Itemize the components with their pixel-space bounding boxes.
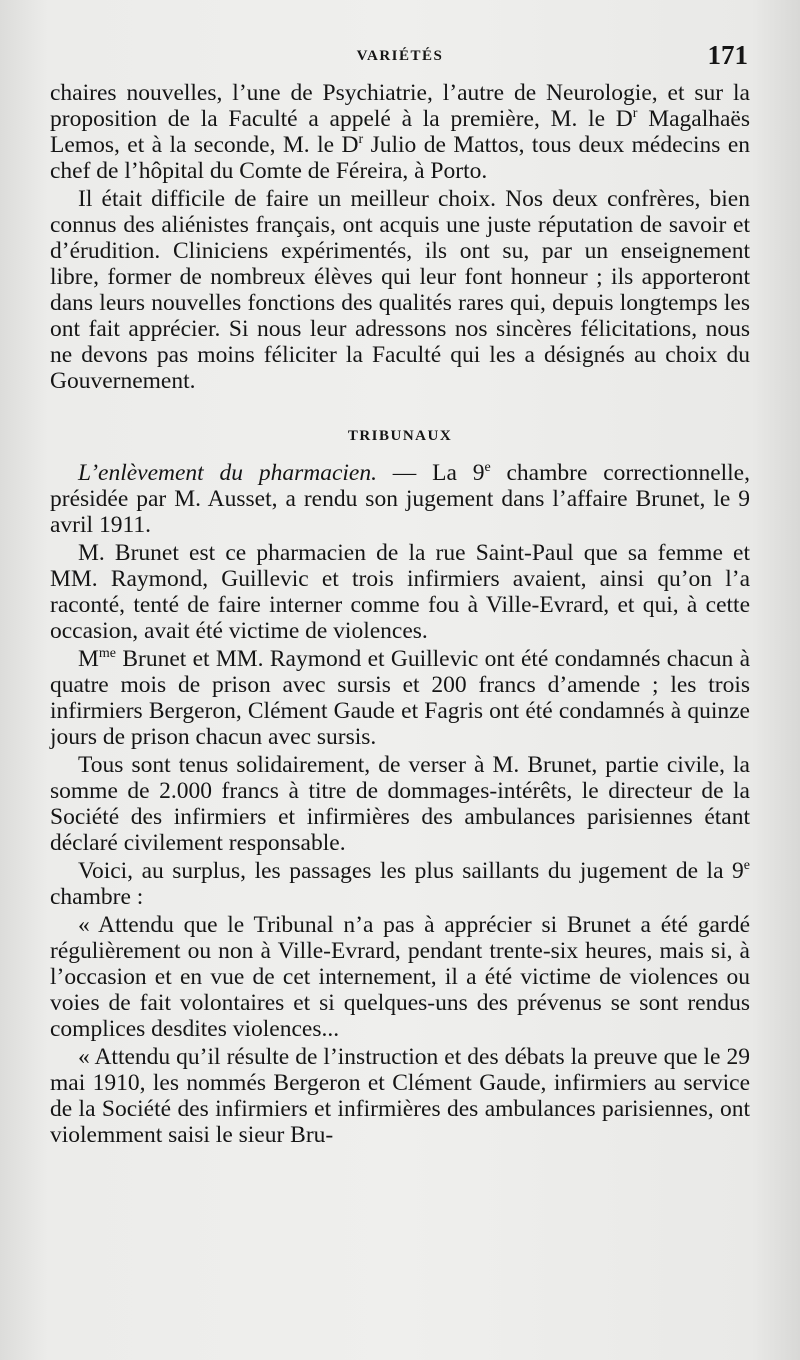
section-heading-tribunaux: TRIBUNAUX — [347, 428, 453, 444]
article-title: L’enlèvement du pharmacien. — [78, 460, 377, 486]
paragraph-text: chaires nouvelles, l’une de Psychiatrie, l’autre de Neurologie, et sur la proposition de la Faculté a appelé à la première, M. le D — [50, 80, 750, 132]
paragraph-enlevement — [50, 460, 750, 538]
superscript: me — [98, 646, 117, 662]
superscript: e — [484, 460, 491, 476]
paragraph-solidairement: Tous sont tenus solidairement, de verser à M. Brunet, partie civile, la somme de 2.000 francs à titre de dommages-intérêts, le directeur de la Société des infirmiers et infirmières des ambulances parisiennes étant déclaré civilement responsable. — [50, 752, 750, 856]
paragraph-chaires — [50, 80, 750, 184]
paragraph-text: Magalhaës Lemos, et à la seconde, M. le D — [50, 106, 750, 158]
paragraph-text: Brunet et MM. Raymond et Guillevic ont été condamnés chacun à quatre mois de prison avec sursis et 200 francs d’amende ; les trois infirmiers Bergeron, Clément Gaude et Fagris ont été condamnés à quinze jours de prison chacun avec sursis. — [50, 646, 750, 750]
body-text — [50, 80, 750, 1148]
superscript: r — [632, 106, 638, 122]
paragraph-attendu-tribunal: « Attendu que le Tribunal n’a pas à apprécier si Brunet a été gardé régulièrement ou non à Ville-Evrard, pendant trente-six heures, mais si, à l’occasion et en vue de cet internement, il a été victime de violences ou voies de fait volontaires et si quelques-uns des prévenus se sont rendus complices desdites violences... — [50, 912, 750, 1042]
superscript: r — [358, 132, 364, 148]
running-title: VARIÉTÉS — [356, 48, 444, 64]
paragraph-text: Voici, au surplus, les passages les plus saillants du jugement de la 9 — [78, 858, 744, 884]
running-head — [0, 40, 800, 80]
paragraph-text: Julio de Mattos, tous deux médecins en chef de l’hôpital du Comte de Féreira, à Porto. — [50, 132, 750, 184]
paragraph-passages — [50, 858, 750, 910]
paragraph-text: chambre correctionnelle, présidée par M. Ausset, a rendu son jugement dans l’affaire Brunet, le 9 avril 1911. — [50, 460, 750, 538]
superscript: e — [743, 858, 750, 874]
paragraph-attendu-instruction: « Attendu qu’il résulte de l’instruction et des débats la preuve que le 29 mai 1910, les nommés Bergeron et Clément Gaude, infirmiers au service de la Société des infirmiers et infirmières des ambulances parisiennes, ont violemment saisi le sieur Bru- — [50, 1044, 750, 1148]
paragraph-condamnes — [50, 646, 750, 750]
paragraph-text: M — [78, 646, 99, 672]
paragraph-text: chambre : — [50, 884, 144, 910]
page-number: 171 — [707, 40, 748, 70]
paragraph-text: — La 9 — [376, 460, 485, 486]
paragraph-choix: Il était difficile de faire un meilleur choix. Nos deux confrères, bien connus des aliénistes français, ont acquis une juste réputation de savoir et d’érudition. Cliniciens expérimentés, ils ont su, par un enseignement libre, former de nombreux élèves qui leur font honneur ; ils apporteront dans leurs nouvelles fonctions des qualités rares qui, depuis longtemps les ont fait apprécier. Si nous leur adressons nos sincères félicitations, nous ne devons pas moins féliciter la Faculté qui les a désignés au choix du Gouvernement. — [50, 186, 750, 394]
paragraph-brunet: M. Brunet est ce pharmacien de la rue Saint-Paul que sa femme et MM. Raymond, Guillevic et trois infirmiers avaient, ainsi qu’on l’a raconté, tenté de faire interner comme fou à Ville-Evrard, et qui, à cette occasion, avait été victime de violences. — [50, 540, 750, 644]
